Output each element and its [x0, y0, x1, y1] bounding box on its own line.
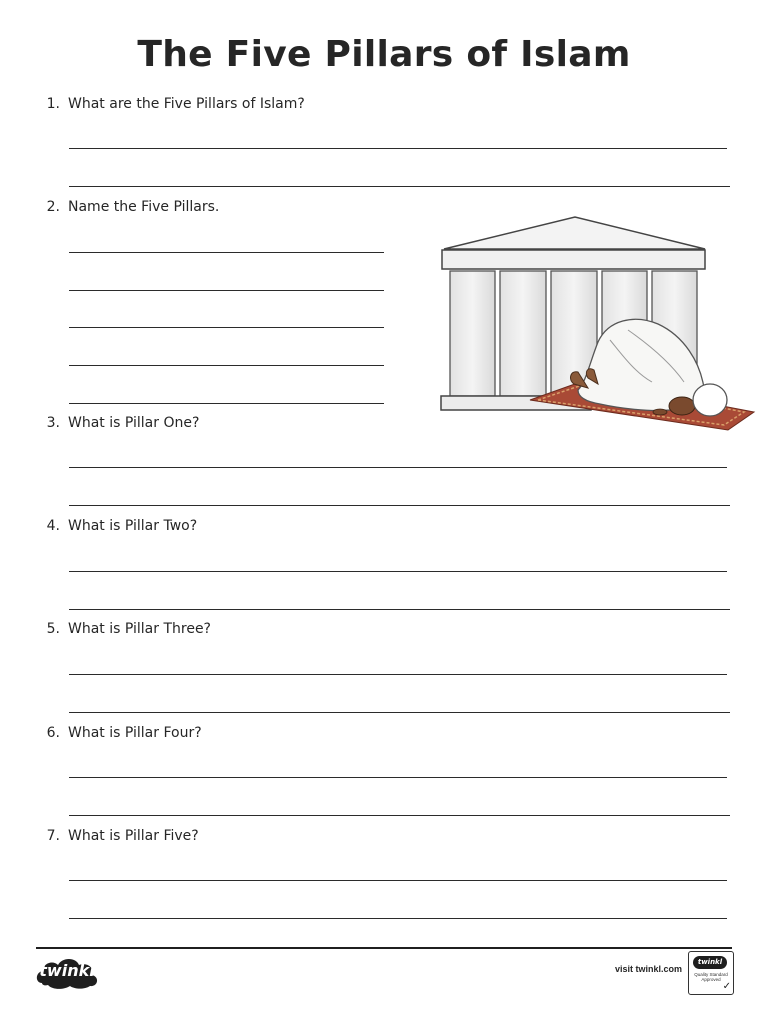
answer-line[interactable]	[69, 365, 384, 366]
answer-line[interactable]	[69, 918, 727, 919]
footer-divider	[36, 947, 732, 949]
question-number: 5.	[46, 621, 60, 637]
question-text: What are the Five Pillars of Islam?	[68, 96, 305, 112]
answer-line[interactable]	[69, 880, 727, 881]
answer-line[interactable]	[69, 327, 384, 328]
quality-badge	[688, 951, 734, 995]
pillars-prayer-icon	[438, 212, 758, 436]
answer-line[interactable]	[69, 505, 730, 506]
question-7	[30, 828, 199, 844]
visit-link[interactable]: visit twinkl.com	[614, 964, 682, 974]
answer-line[interactable]	[69, 403, 384, 404]
answer-line[interactable]	[69, 571, 727, 572]
badge-brand: twinkl	[693, 956, 727, 969]
question-number: 3.	[46, 415, 60, 431]
answer-line[interactable]	[69, 712, 730, 713]
question-text: What is Pillar Five?	[68, 828, 199, 844]
answer-line[interactable]	[69, 609, 730, 610]
question-text: What is Pillar Four?	[68, 725, 202, 741]
badge-text: Quality Standard Approved	[694, 972, 728, 982]
question-number: 7.	[46, 828, 60, 844]
twinkl-logo[interactable]	[34, 953, 100, 993]
question-4	[30, 518, 197, 534]
question-2	[30, 199, 219, 215]
question-text: What is Pillar Two?	[68, 518, 198, 534]
logo-text: twinkl	[39, 961, 95, 980]
question-text: What is Pillar One?	[68, 415, 200, 431]
answer-line[interactable]	[69, 186, 730, 187]
page-title: The Five Pillars of Islam	[137, 34, 631, 75]
question-1	[30, 96, 305, 112]
question-text: Name the Five Pillars.	[68, 199, 220, 215]
answer-line[interactable]	[69, 467, 727, 468]
answer-line[interactable]	[69, 674, 727, 675]
answer-line[interactable]	[69, 777, 727, 778]
answer-line[interactable]	[69, 252, 384, 253]
question-text: What is Pillar Three?	[68, 621, 211, 637]
check-icon: ✓	[722, 981, 731, 992]
question-6	[30, 725, 202, 741]
question-5	[30, 621, 211, 637]
question-number: 1.	[46, 96, 60, 112]
answer-line[interactable]	[69, 148, 727, 149]
answer-line[interactable]	[69, 815, 730, 816]
question-3	[30, 415, 199, 431]
answer-line[interactable]	[69, 290, 384, 291]
question-number: 4.	[46, 518, 60, 534]
question-number: 2.	[46, 199, 60, 215]
question-number: 6.	[46, 725, 60, 741]
